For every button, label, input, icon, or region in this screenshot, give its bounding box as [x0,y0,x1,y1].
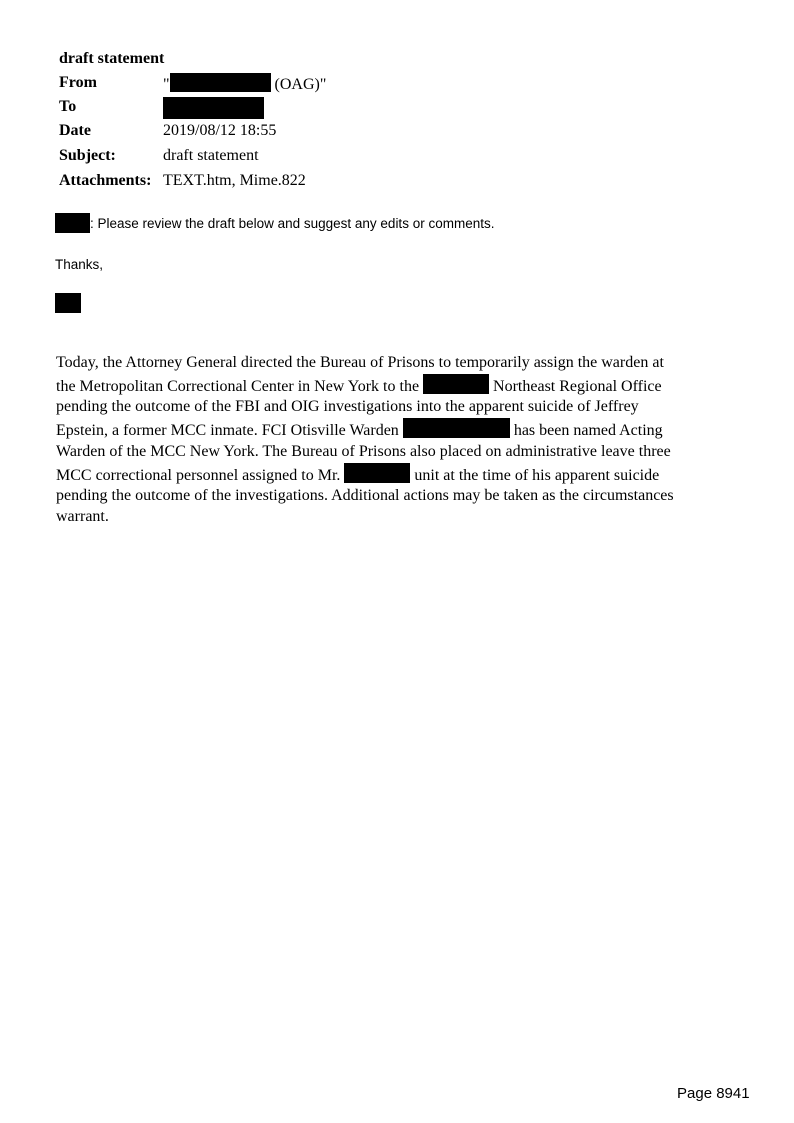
from-suffix: (OAG)" [270,76,327,93]
signature-redaction [55,293,81,313]
header-value-to [163,97,264,122]
statement-body [56,353,756,528]
statement-line [56,442,756,463]
header-value-subject: draft statement [163,147,259,164]
redaction-box [163,97,264,119]
statement-text: the Metropolitan Correctional Center in New York to the [56,377,424,395]
statement-line [56,353,756,374]
statement-text: Today, the Attorney General directed the Bureau of Prisons to temporarily assign the warden at [56,354,664,371]
statement-text: warrant. [56,507,109,525]
header-label-to: To [59,98,77,115]
statement-text: Northeast Regional Office [489,377,662,395]
page-number: Page 8941 [677,1085,750,1102]
header-value-date: 2019/08/12 18:55 [163,122,277,139]
statement-text: Epstein, a former MCC inmate. FCI Otisville Warden [56,422,403,440]
header-value-attachments: TEXT.htm, Mime.822 [163,172,306,189]
thanks-line: Thanks, [55,257,104,272]
statement-line [56,507,756,528]
redaction-box [344,463,410,483]
redaction-box [170,73,271,92]
statement-line [56,374,756,398]
review-request [55,213,494,234]
statement-text: pending the outcome of the investigations. Additional actions may be taken as the circumstances [56,487,674,505]
statement-text: Warden of the MCC New York. The Bureau of Prisons also placed on administrative leave three [56,442,671,460]
statement-line [56,418,756,442]
email-title: draft statement [59,50,165,67]
header-label-attachments: Attachments: [59,172,152,189]
from-quote-open: " [163,76,170,93]
statement-text: MCC correctional personnel assigned to Mr. [56,466,345,484]
header-label-date: Date [59,122,91,139]
statement-text: pending the outcome of the FBI and OIG investigations into the apparent suicide of Jeffrey [56,398,639,416]
redaction-box [423,374,489,394]
header-label-from: From [59,74,97,91]
redaction-box [403,418,510,438]
statement-line [56,397,756,418]
header-label-subject: Subject: [59,147,116,164]
statement-text: unit at the time of his apparent suicide [410,466,660,484]
statement-text: has been named Acting [509,422,663,440]
redaction-box [55,213,90,233]
statement-line [56,486,756,507]
header-value-from [163,73,326,95]
review-request-text: : Please review the draft below and suggest any edits or comments. [90,216,495,231]
statement-line [56,463,756,487]
